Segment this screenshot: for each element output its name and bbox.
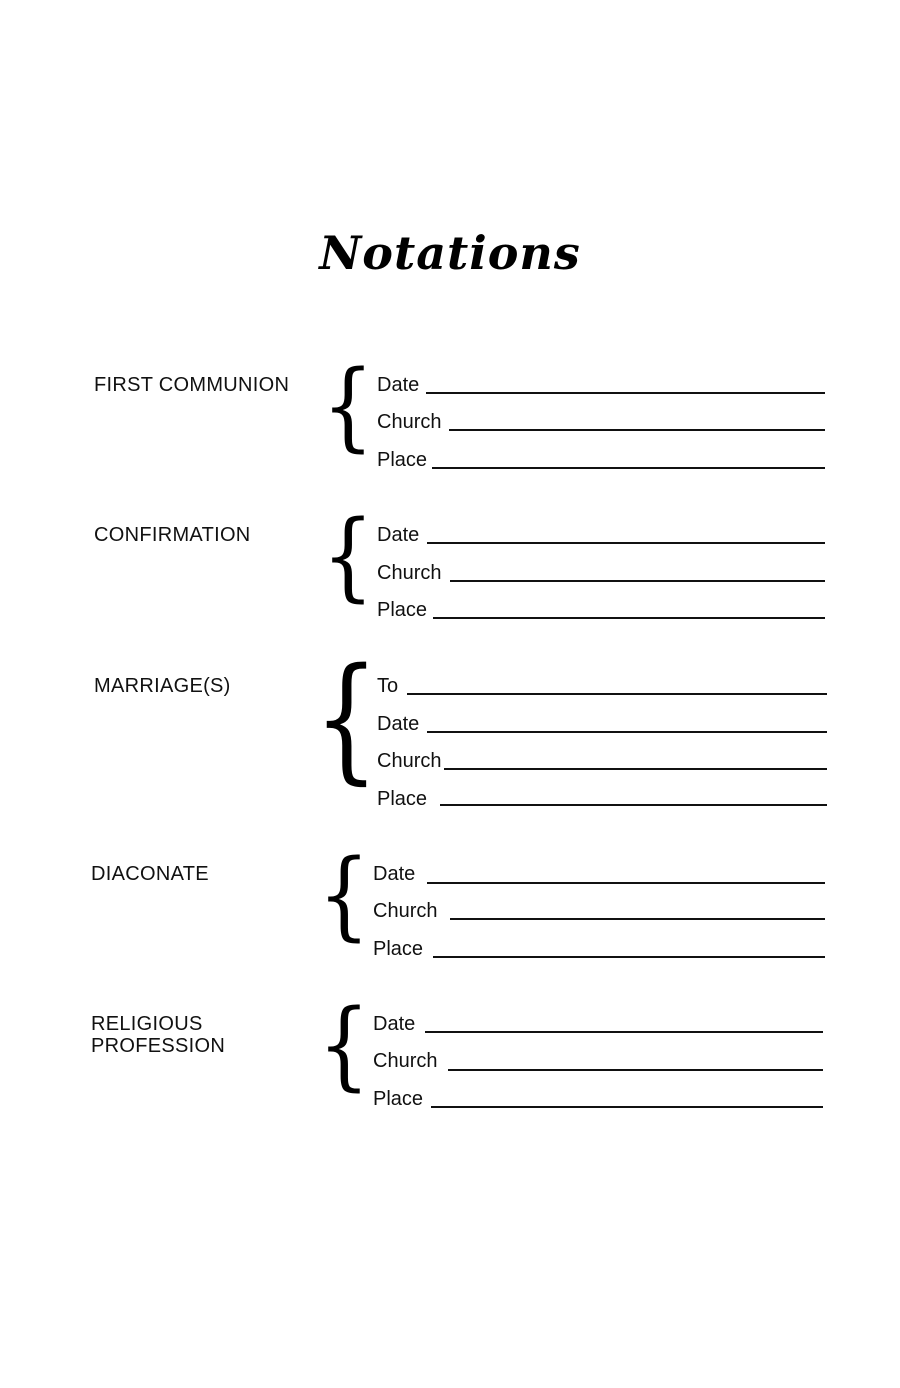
field-line	[427, 731, 827, 733]
field-line	[431, 1106, 823, 1108]
section-label: MARRIAGE(S)	[94, 675, 231, 697]
field-place[interactable]	[373, 1088, 823, 1126]
field-label: Date	[373, 1013, 416, 1035]
field-church[interactable]	[373, 900, 825, 938]
field-line	[444, 768, 827, 770]
field-label: Church	[377, 411, 442, 433]
field-church[interactable]	[373, 1050, 823, 1088]
field-label: Church	[373, 1050, 438, 1072]
field-place[interactable]	[377, 599, 825, 637]
page-title: Notations	[319, 226, 581, 280]
field-label: Date	[377, 713, 420, 735]
field-line	[440, 804, 827, 806]
brace-icon: {	[322, 500, 374, 612]
field-to[interactable]	[377, 675, 827, 713]
field-date[interactable]	[377, 524, 825, 562]
field-line	[433, 617, 825, 619]
section-label: DIACONATE	[91, 863, 209, 885]
field-line	[432, 467, 825, 469]
field-label: Church	[377, 562, 442, 584]
section-label	[91, 1013, 225, 1057]
field-label: Place	[377, 788, 428, 810]
field-line	[448, 1069, 823, 1071]
field-label: Church	[373, 900, 438, 922]
field-line	[449, 429, 825, 431]
brace-icon: {	[322, 350, 374, 462]
brace-icon: {	[318, 989, 370, 1101]
field-line	[450, 580, 825, 582]
field-label: Place	[373, 1088, 424, 1110]
field-line	[427, 542, 825, 544]
field-church[interactable]	[377, 411, 825, 449]
field-date[interactable]	[373, 863, 825, 901]
field-label: Date	[373, 863, 416, 885]
section-label-line: PROFESSION	[91, 1035, 226, 1057]
field-place[interactable]	[377, 788, 827, 826]
field-line	[426, 392, 825, 394]
field-date[interactable]	[377, 374, 825, 412]
field-church[interactable]	[377, 750, 827, 788]
field-line	[433, 956, 825, 958]
field-label: Place	[377, 599, 428, 621]
field-label: Place	[377, 449, 428, 471]
field-place[interactable]	[377, 449, 825, 487]
field-date[interactable]	[373, 1013, 823, 1051]
section-label: CONFIRMATION	[94, 524, 251, 546]
field-label: Date	[377, 374, 420, 396]
brace-icon: {	[318, 839, 370, 951]
brace-icon: {	[314, 640, 379, 798]
field-line	[425, 1031, 823, 1033]
field-label: Church	[377, 750, 442, 772]
field-church[interactable]	[377, 562, 825, 600]
field-line	[427, 882, 825, 884]
field-line	[450, 918, 825, 920]
field-label: Date	[377, 524, 420, 546]
field-place[interactable]	[373, 938, 825, 976]
field-date[interactable]	[377, 713, 827, 751]
section-label-line: RELIGIOUS	[91, 1013, 203, 1035]
field-label: To	[377, 675, 399, 697]
field-line	[407, 693, 827, 695]
field-label: Place	[373, 938, 424, 960]
section-label: FIRST COMMUNION	[94, 374, 290, 396]
